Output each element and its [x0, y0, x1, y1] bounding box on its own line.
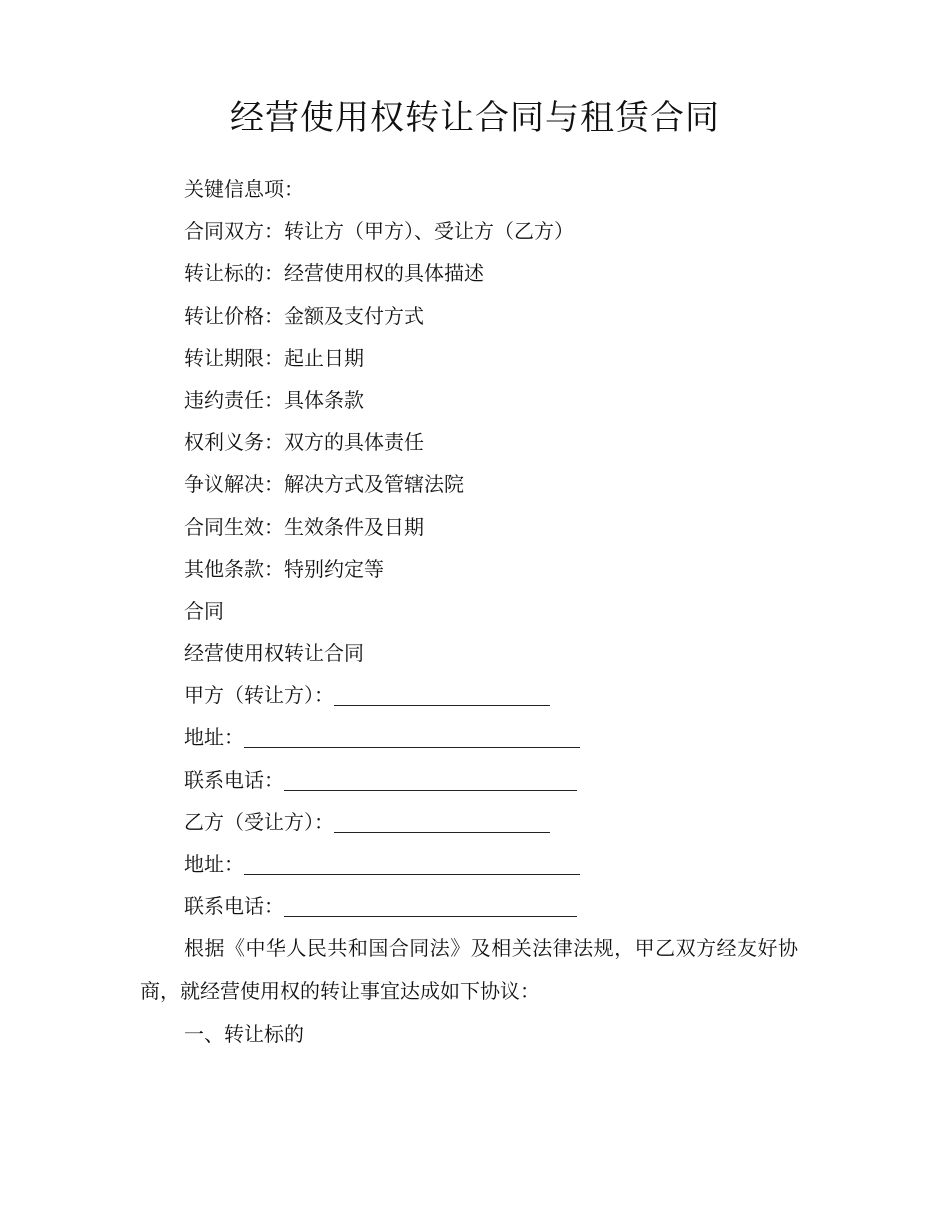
key-info-heading: 关键信息项：: [184, 177, 304, 201]
contract-title: 经营使用权转让合同: [184, 641, 364, 666]
key-item-subject: 转让标的：经营使用权的具体描述: [184, 261, 484, 286]
party-a-phone-row: [140, 759, 820, 801]
party-a-address-blank: [244, 723, 580, 748]
document-body: [140, 168, 820, 1056]
party-a-address-label: 地址：: [184, 725, 244, 750]
party-b-address-label: 地址：: [184, 852, 244, 876]
key-item-liability: 违约责任：具体条款: [184, 387, 364, 412]
key-item-effect: 合同生效：生效条件及日期: [184, 514, 424, 539]
document-title: 经营使用权转让合同与租赁合同: [230, 98, 720, 138]
preamble-paragraph: 根据《中华人民共和国合同法》及相关法律法规，甲乙双方经友好协商，就经营使用权的转让事宜达成如下协议：: [140, 936, 798, 1004]
party-a-phone-label: 联系电话：: [184, 767, 284, 792]
party-a-row: [140, 674, 820, 716]
key-item-other: 其他条款：特别约定等: [184, 556, 384, 581]
party-b-name-blank: [334, 808, 550, 833]
party-b-phone-blank: [284, 892, 577, 917]
party-a-name-blank: [334, 681, 550, 706]
section-heading: 合同: [184, 598, 224, 623]
party-b-address-blank: [244, 850, 580, 875]
party-a-phone-blank: [284, 766, 577, 791]
party-b-address-row: [140, 843, 820, 885]
key-item-term: 转让期限：起止日期: [184, 345, 364, 370]
key-item-dispute: 争议解决：解决方式及管辖法院: [184, 472, 464, 497]
party-b-phone-label: 联系电话：: [184, 894, 284, 919]
party-b-phone-row: [140, 885, 820, 927]
clause-1-heading: 一、转让标的: [184, 1022, 304, 1047]
party-a-label: 甲方（转让方）：: [184, 683, 334, 708]
key-item-rights: 权利义务：双方的具体责任: [184, 430, 424, 455]
key-item-price: 转让价格：金额及支付方式: [184, 303, 424, 328]
party-b-label: 乙方（受让方）：: [184, 809, 334, 834]
party-a-address-row: [140, 716, 820, 758]
party-b-row: [140, 801, 820, 843]
key-item-parties: 合同双方：转让方（甲方）、受让方（乙方）: [184, 219, 574, 244]
